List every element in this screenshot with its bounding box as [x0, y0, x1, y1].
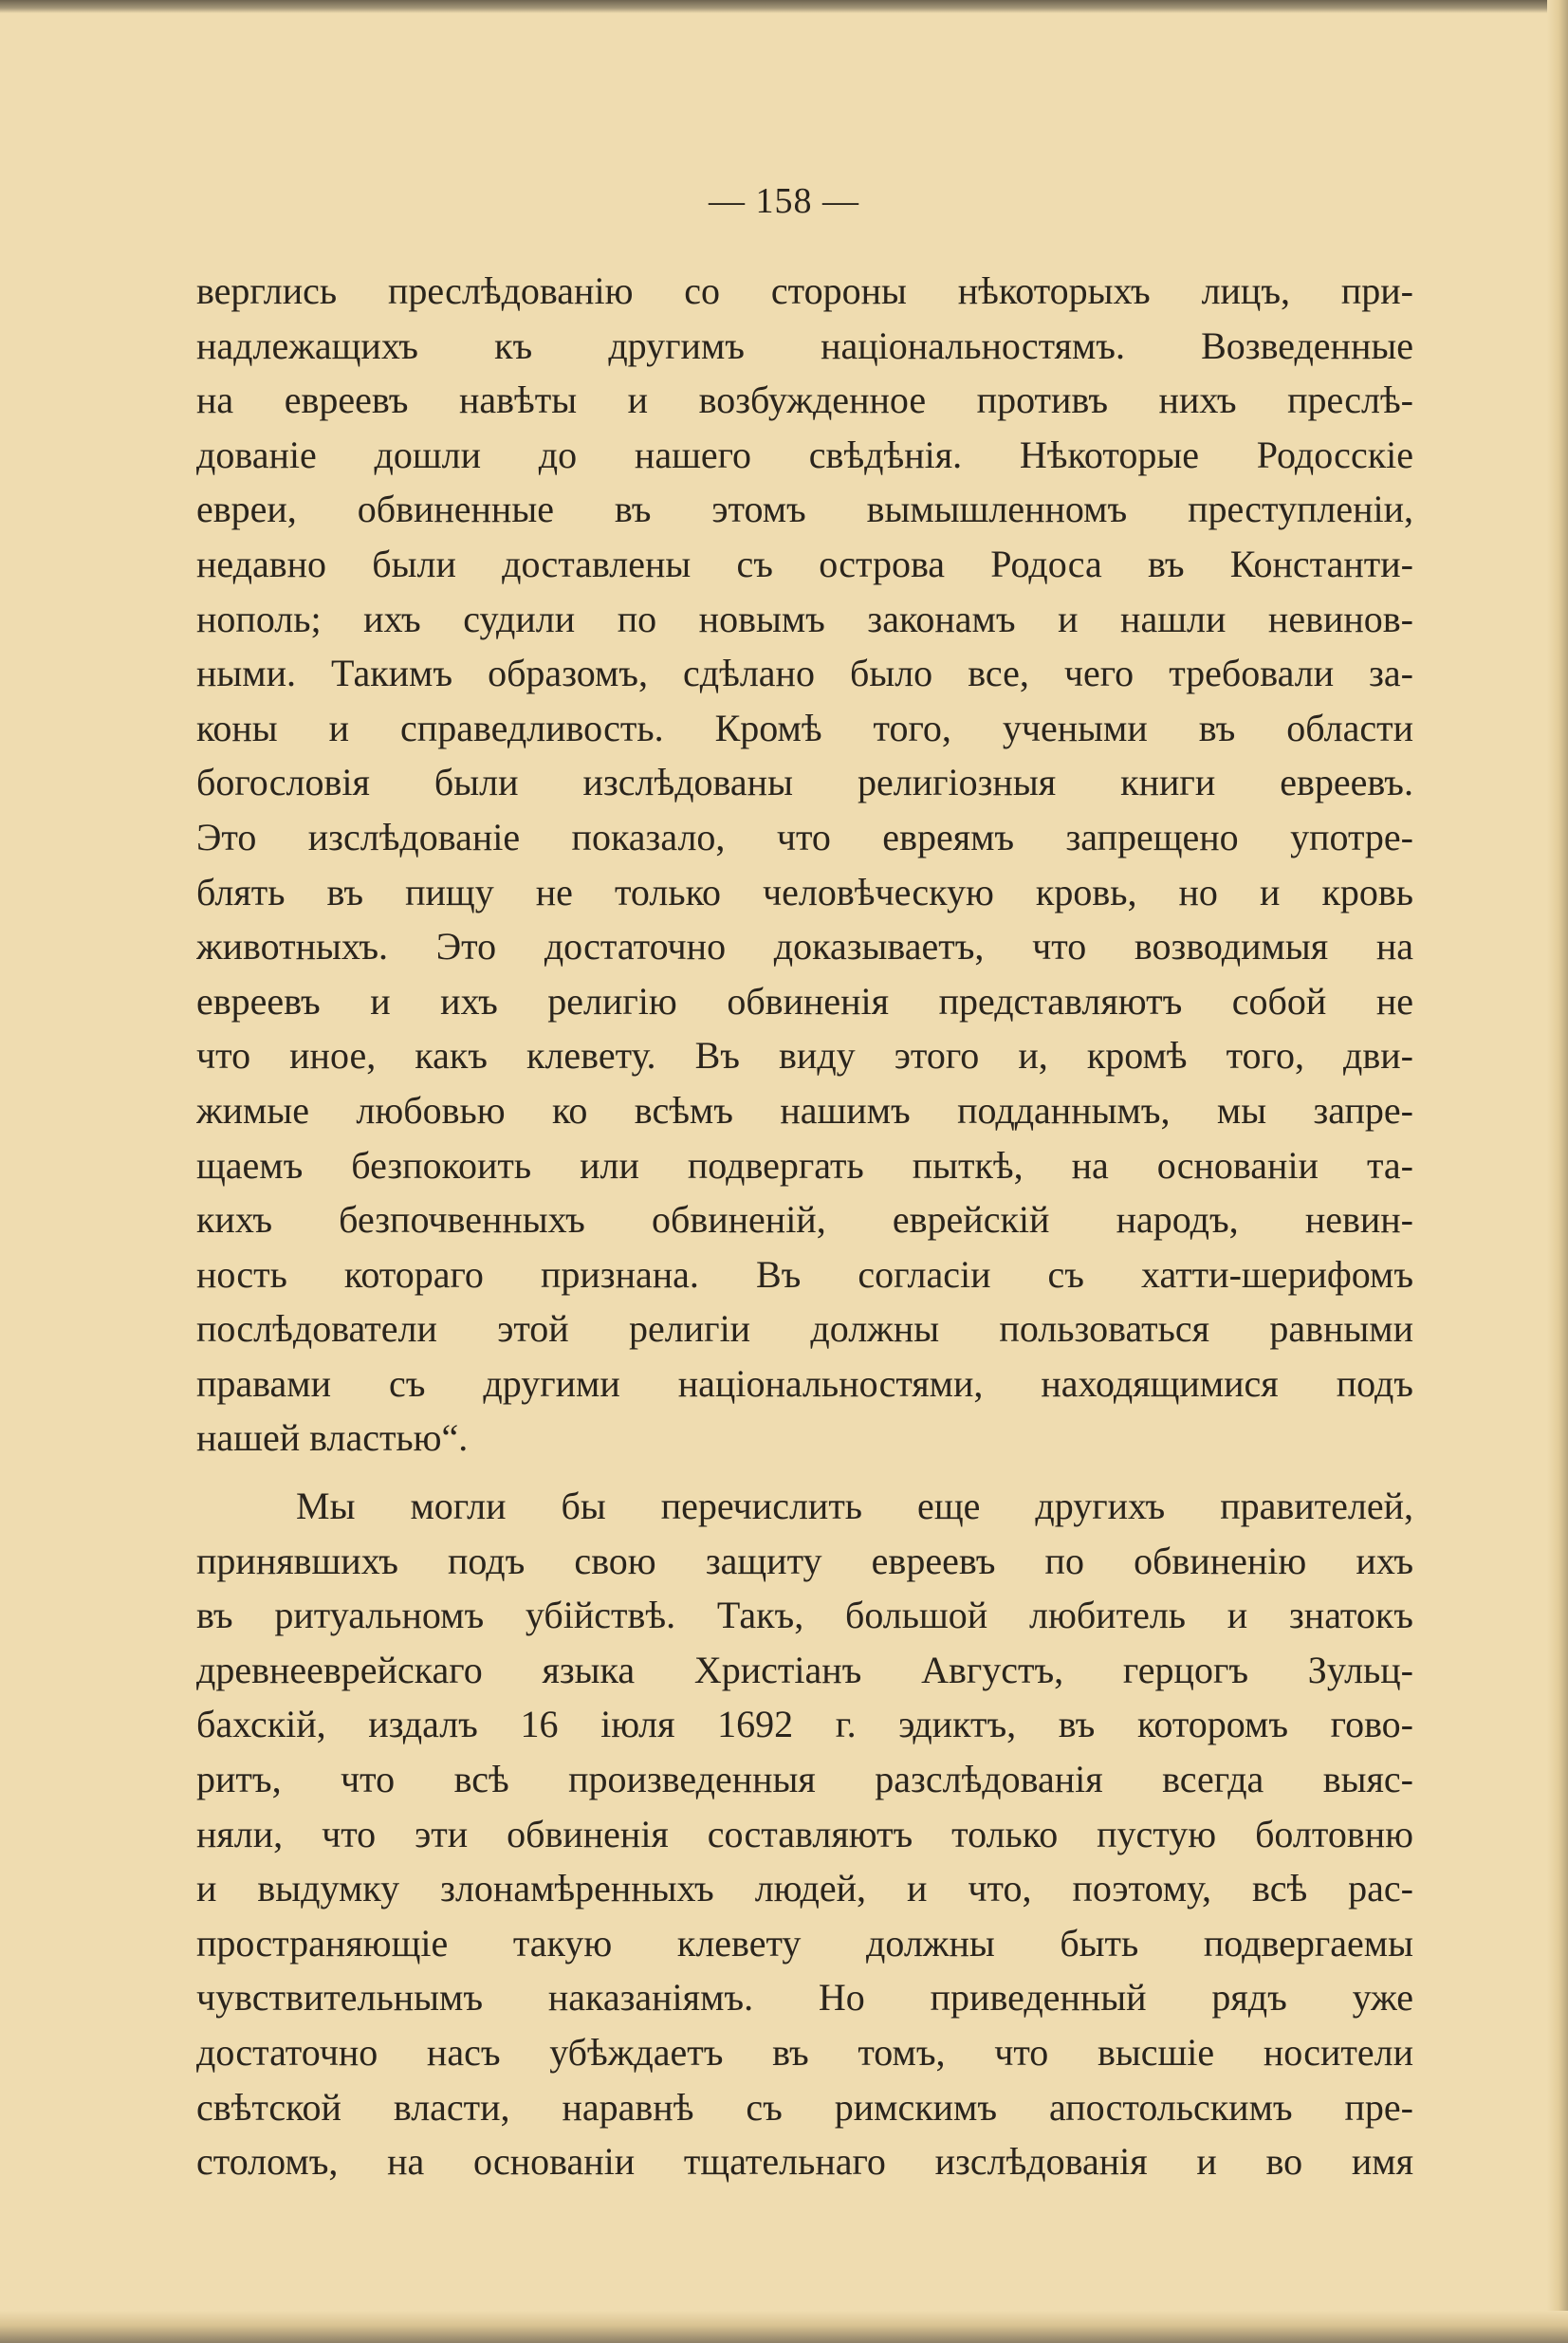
- page-right-edge: [1547, 0, 1568, 2343]
- text-line: Это изслѣдованіе показало, что евреямъ запрещено употре-: [196, 815, 1413, 858]
- text-line: кихъ безпочвенныхъ обвиненій, еврейскій народъ, невин-: [196, 1198, 1413, 1242]
- text-line: послѣдователи этой религіи должны пользоваться равными: [196, 1307, 1413, 1351]
- page-number: — 158 —: [709, 181, 859, 221]
- text-line: надлежащихъ къ другимъ національностямъ. Возведенные: [196, 323, 1413, 367]
- text-line: щаемъ безпокоить или подвергать пыткѣ, на основаніи та-: [196, 1143, 1413, 1187]
- text-line: ными. Такимъ образомъ, сдѣлано было все, чего требовали за-: [196, 652, 1413, 695]
- text-line: древнееврейскаго языка Христіанъ Августъ, герцогъ Зульц-: [196, 1648, 1413, 1691]
- text-line: дованіе дошли до нашего свѣдѣнія. Нѣкоторые Родосскіе: [196, 433, 1413, 476]
- text-line: ритъ, что всѣ произведенныя разслѣдованія всегда выяс-: [196, 1758, 1413, 1801]
- text-line: свѣтской власти, наравнѣ съ римскимъ апостольскимъ пре-: [196, 2085, 1413, 2129]
- text-line: блять въ пищу не только человѣческую кровь, но и кровь: [196, 870, 1413, 913]
- text-line: нополь; ихъ судили по новымъ законамъ и нашли невинов-: [196, 597, 1413, 640]
- text-line: на евреевъ навѣты и возбужденное противъ нихъ преслѣ-: [196, 378, 1413, 422]
- text-line: чувствительнымъ наказаніямъ. Но приведенный рядъ уже: [196, 1976, 1413, 2020]
- text-line: богословія были изслѣдованы религіозныя книги евреевъ.: [196, 761, 1413, 804]
- text-line: правами съ другими національностями, находящимися подъ: [196, 1361, 1413, 1405]
- text-line: въ ритуальномъ убійствѣ. Такъ, большой любитель и знатокъ: [196, 1594, 1413, 1637]
- text-line: животныхъ. Это достаточно доказываетъ, что возводимыя на: [196, 925, 1413, 969]
- paragraph-2: [196, 1479, 1413, 2189]
- body-text: [196, 264, 1413, 2189]
- page-top-edge: [0, 0, 1568, 13]
- text-line: жимые любовью ко всѣмъ нашимъ подданнымъ, мы запре-: [196, 1088, 1413, 1132]
- paragraph-1: [196, 264, 1413, 1466]
- text-line: евреевъ и ихъ религію обвиненія представляютъ собой не: [196, 979, 1413, 1023]
- text-line: бахскій, издалъ 16 іюля 1692 г. эдиктъ, въ которомъ гово-: [196, 1703, 1413, 1746]
- text-line: евреи, обвиненные въ этомъ вымышленномъ преступленіи,: [196, 488, 1413, 531]
- text-line: верглись преслѣдованію со стороны нѣкоторыхъ лицъ, при-: [196, 269, 1413, 312]
- text-line: няли, что эти обвиненія составляютъ только пустую болтовню: [196, 1812, 1413, 1855]
- paragraph-gap: [196, 1466, 1413, 1479]
- text-line: Мы могли бы перечислить еще другихъ правителей,: [296, 1485, 1413, 1528]
- text-line: и выдумку злонамѣренныхъ людей, и что, поэтому, всѣ рас-: [196, 1867, 1413, 1910]
- text-line: нашей властью“.: [196, 1416, 469, 1460]
- text-line: коны и справедливость. Кромѣ того, учеными въ области: [196, 706, 1413, 749]
- text-line: принявшихъ подъ свою защиту евреевъ по обвиненію ихъ: [196, 1539, 1413, 1582]
- page-bottom-edge: [0, 2311, 1568, 2343]
- text-line: пространяющіе такую клевету должны быть подвергаемы: [196, 1921, 1413, 1965]
- text-line: столомъ, на основаніи тщательнаго изслѣдованія и во имя: [196, 2140, 1413, 2184]
- text-line: что иное, какъ клевету. Въ виду этого и, кромѣ того, дви-: [196, 1034, 1413, 1078]
- text-line: достаточно насъ убѣждаетъ въ томъ, что высшіе носители: [196, 2031, 1413, 2074]
- text-line: недавно были доставлены съ острова Родоса въ Константи-: [196, 542, 1413, 585]
- text-line: ность котораго признана. Въ согласіи съ хатти-шерифомъ: [196, 1252, 1413, 1296]
